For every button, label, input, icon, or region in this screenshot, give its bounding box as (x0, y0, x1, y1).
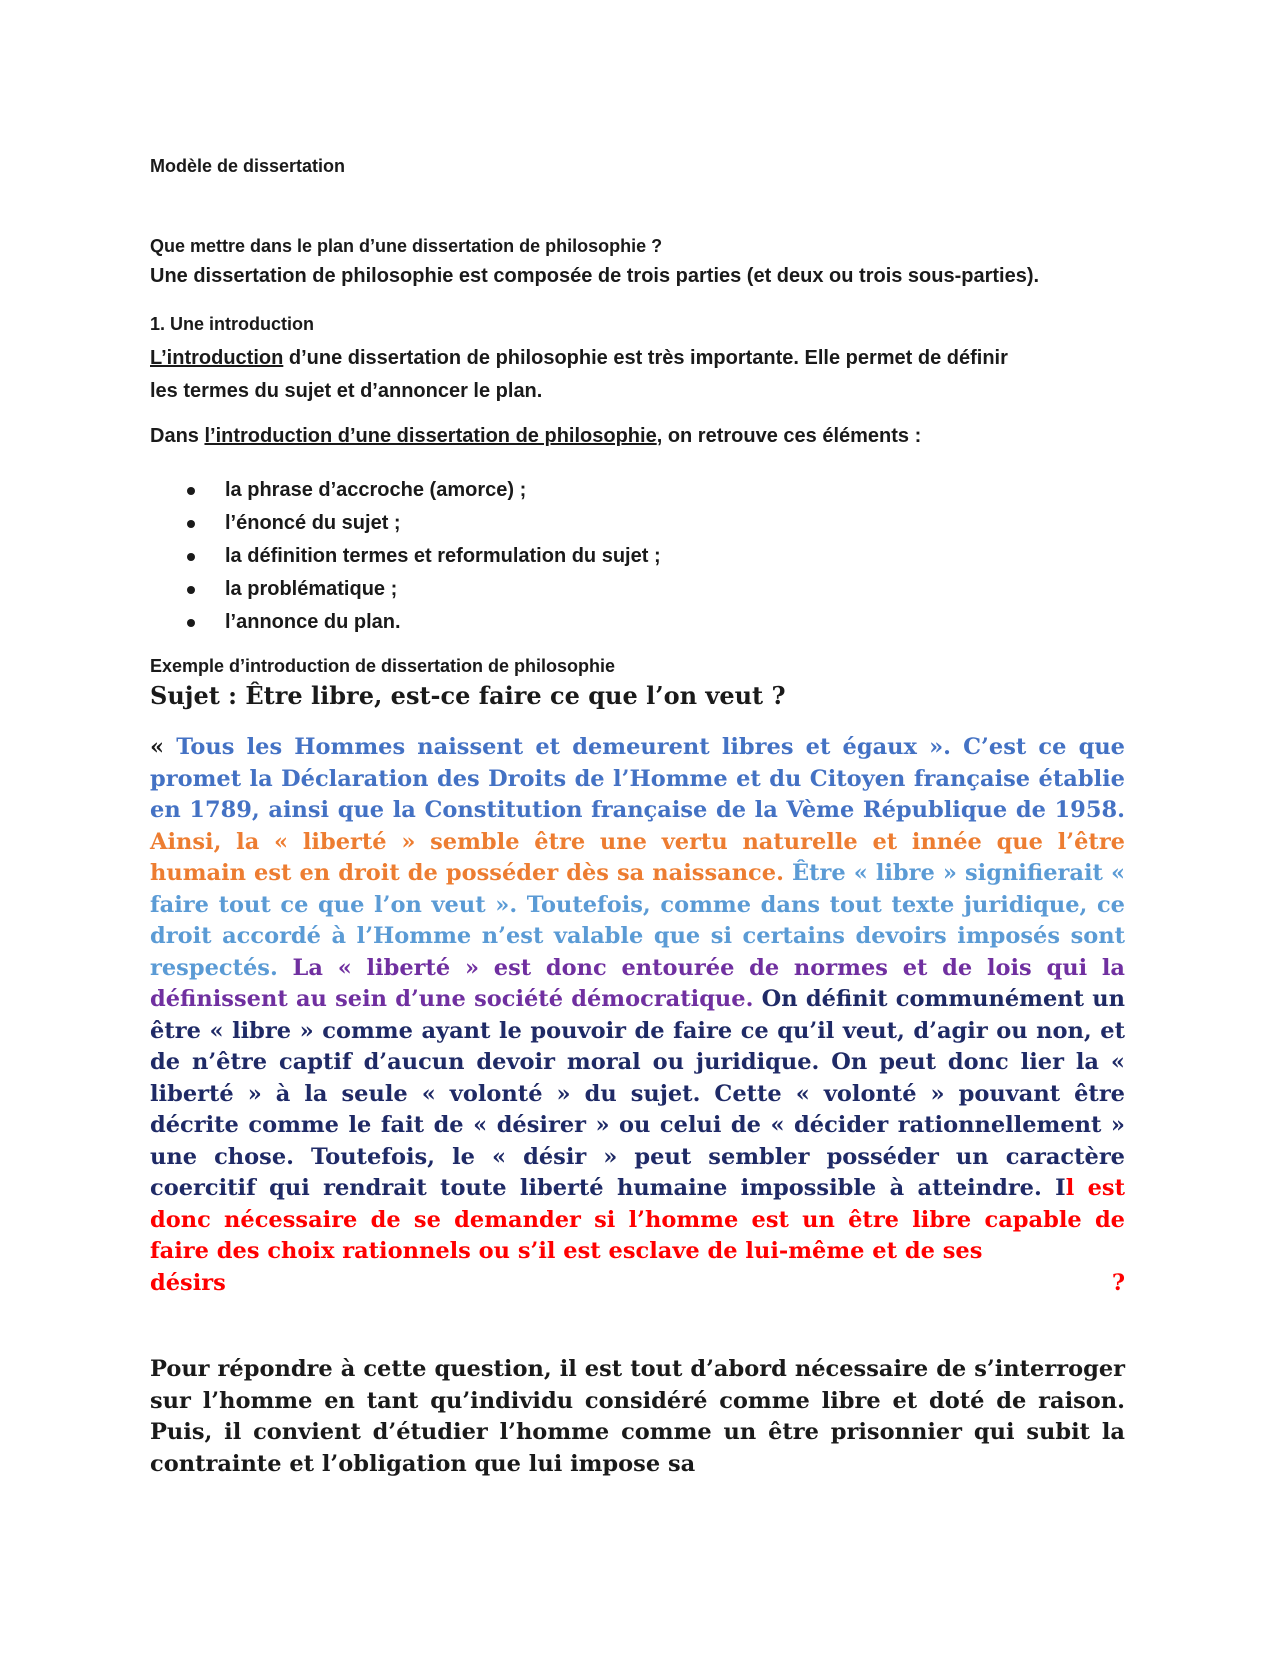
list-item (150, 474, 661, 507)
question-heading: Que mettre dans le plan d’une dissertation de philosophie ? (150, 236, 663, 256)
dans-suffix: , on retrouve ces éléments : (656, 425, 922, 447)
essay-part-purple: La « liberté » est donc entourée de normes et de lois qui la définissent au sein d’une société démocratique. (150, 954, 1125, 1012)
open-quote: « (150, 734, 177, 760)
essay-part-dark: Pour répondre à cette question, il est tout d’abord nécessaire de s’interroger sur l’homme en tant qu’individu considéré comme libre et doté de raison. Puis, il convient d’étudier l’homme comme un être prisonnier qui subit la contrainte et l’obligation que lui impose sa (150, 1356, 1125, 1477)
list-item (150, 540, 661, 573)
example-heading: Exemple d’introduction de dissertation de philosophie (150, 656, 616, 676)
question-intro: Une dissertation de philosophie est composée de trois parties (et deux ou trois sous-parties). (150, 265, 1040, 287)
essay-part-navy: On définit communément un être « libre » comme ayant le pouvoir de faire ce qu’il veut, d’agir ou non, et de n’être captif d’aucun devoir moral ou juridique. On peut donc lier la « liberté » à la seule « volonté » du sujet. Cette « volonté » pouvant être décrite comme le fait de « désirer » ou celui de « décider rationnellement » une chose. Toutefois, le « désir » peut sembler posséder un caractère coercitif qui rendrait toute liberté humaine impossible à atteindre. I (150, 986, 1125, 1201)
list-item-text: l’énoncé du sujet ; (225, 512, 401, 534)
bullet-icon (187, 520, 195, 528)
essay-question-mark: ? (1111, 1269, 1125, 1296)
essay-part-orange: Ainsi, la « liberté » semble être une vertu naturelle et innée que l’être humain est en droit de posséder dès sa naissance. (150, 828, 1125, 886)
list-item-text: la définition termes et reformulation du sujet ; (225, 545, 661, 567)
essay-last-word: désirs (150, 1269, 226, 1296)
document-title: Modèle de dissertation (150, 156, 346, 176)
section-heading-introduction: 1. Une introduction (150, 314, 314, 334)
bullet-icon (187, 619, 195, 627)
introduction-text-1: d’une dissertation de philosophie est très importante. Elle permet de définir (283, 347, 1008, 369)
list-item-text: la problématique ; (225, 578, 398, 600)
elements-intro-line (150, 425, 921, 448)
introduction-dissertation-link[interactable]: l’introduction d’une dissertation de philosophie (204, 425, 657, 447)
list-item (150, 507, 661, 540)
essay-part-lightblue: Être « libre » signifierait « faire tout ce que l’on veut ». Toutefois, comme dans tout texte juridique, ce droit accordé à l’Homme n’est valable que si certains devoirs imposés sont respectés. (150, 860, 1126, 981)
essay-part-red: l est donc nécessaire de se demander si l’homme est un être libre capable de faire des choix rationnels ou s’il est esclave de lui-même et de ses (150, 1175, 1125, 1264)
bullet-icon (187, 487, 195, 495)
introduction-text-2: les termes du sujet et d’annoncer le plan. (150, 380, 543, 402)
sujet-title: Sujet : Être libre, est-ce faire ce que l’on veut ? (150, 681, 786, 710)
dans-prefix: Dans (150, 425, 205, 447)
essay-plan-paragraph (150, 1354, 1125, 1480)
list-item (150, 573, 661, 606)
bullet-icon (187, 586, 195, 594)
introduction-link[interactable]: L’introduction (150, 347, 284, 369)
list-item (150, 606, 661, 639)
document-page (150, 0, 1125, 1656)
essay-part-blue: Tous les Hommes naissent et demeurent libres et égaux ». C’est ce que promet la Déclaration des Droits de l’Homme et du Citoyen française établie en 1789, ainsi que la Constitution française de la Vème République de 1958. (150, 734, 1125, 823)
bullet-icon (187, 553, 195, 561)
essay-paragraph (150, 732, 1125, 1299)
list-item-text: la phrase d’accroche (amorce) ; (225, 479, 527, 501)
elements-list (150, 474, 661, 639)
list-item-text: l’annonce du plan. (225, 611, 401, 633)
introduction-paragraph (150, 342, 1120, 408)
